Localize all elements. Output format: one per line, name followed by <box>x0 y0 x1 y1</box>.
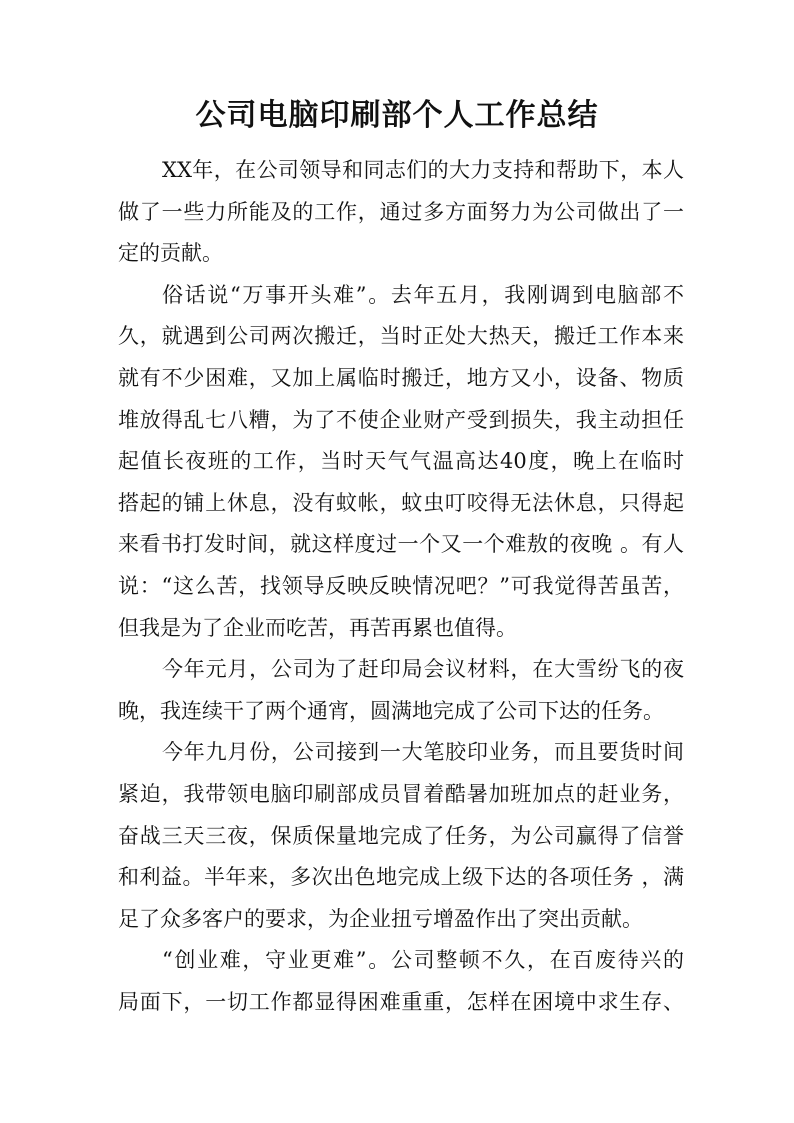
paragraph-line: 和利益。半年来，多次出色地完成上级下达的各项任务 ，满 <box>118 865 684 890</box>
paragraph-line: 紧迫，我带领电脑印刷部成员冒着酷暑加班加点的赶业务， <box>118 781 684 806</box>
paragraph-line: 堆放得乱七八糟，为了不使企业财产受到损失，我主动担任 <box>118 407 684 432</box>
paragraph-line: 俗话说“万事开头难”。去年五月，我刚调到电脑部不 <box>162 282 684 307</box>
paragraph-line: 足了众多客户的要求，为企业扭亏增盈作出了突出贡献。 <box>118 906 643 931</box>
paragraph-line: 晚，我连续干了两个通宵，圆满地完成了公司下达的任务。 <box>118 698 664 723</box>
paragraph-line: 做了一些力所能及的工作，通过多方面努力为公司做出了一 <box>118 199 684 224</box>
document-title: 公司电脑印刷部个人工作总结 <box>195 98 599 133</box>
document-body <box>118 150 684 1023</box>
paragraph-line: “创业难，守业更难”。公司整顿不久，在百废待兴的 <box>162 948 684 973</box>
paragraph-line: 说：“这么苦，找领导反映反映情况吧？”可我觉得苦虽苦， <box>118 573 684 598</box>
paragraph-line: 久，就遇到公司两次搬迁，当时正处大热天，搬迁工作本来 <box>118 324 684 349</box>
paragraph-line: 但我是为了企业而吃苦，再苦再累也值得。 <box>118 615 517 640</box>
paragraph-line: 今年元月，公司为了赶印局会议材料，在大雪纷飞的夜 <box>162 657 684 682</box>
paragraph-line: 搭起的铺上休息，没有蚊帐，蚊虫叮咬得无法休息，只得起 <box>118 490 684 515</box>
paragraph-line: 起值长夜班的工作，当时天气气温高达40度，晚上在临时 <box>118 449 684 474</box>
paragraph-line: 定的贡献。 <box>118 241 223 266</box>
paragraph-line: 来看书打发时间，就这样度过一个又一个难敖的夜晚 。有人 <box>118 532 684 557</box>
paragraph-line: 今年九月份，公司接到一大笔胶印业务，而且要货时间 <box>162 740 684 765</box>
paragraph-line: XX年，在公司领导和同志们的大力支持和帮助下，本人 <box>162 158 684 182</box>
paragraph-line: 局面下，一切工作都显得困难重重，怎样在困境中求生存、 <box>118 989 684 1014</box>
paragraph-line: 就有不少困难，又加上属临时搬迁，地方又小，设备、物质 <box>118 365 684 390</box>
paragraph-line: 奋战三天三夜，保质保量地完成了任务，为公司赢得了信誉 <box>118 823 684 848</box>
